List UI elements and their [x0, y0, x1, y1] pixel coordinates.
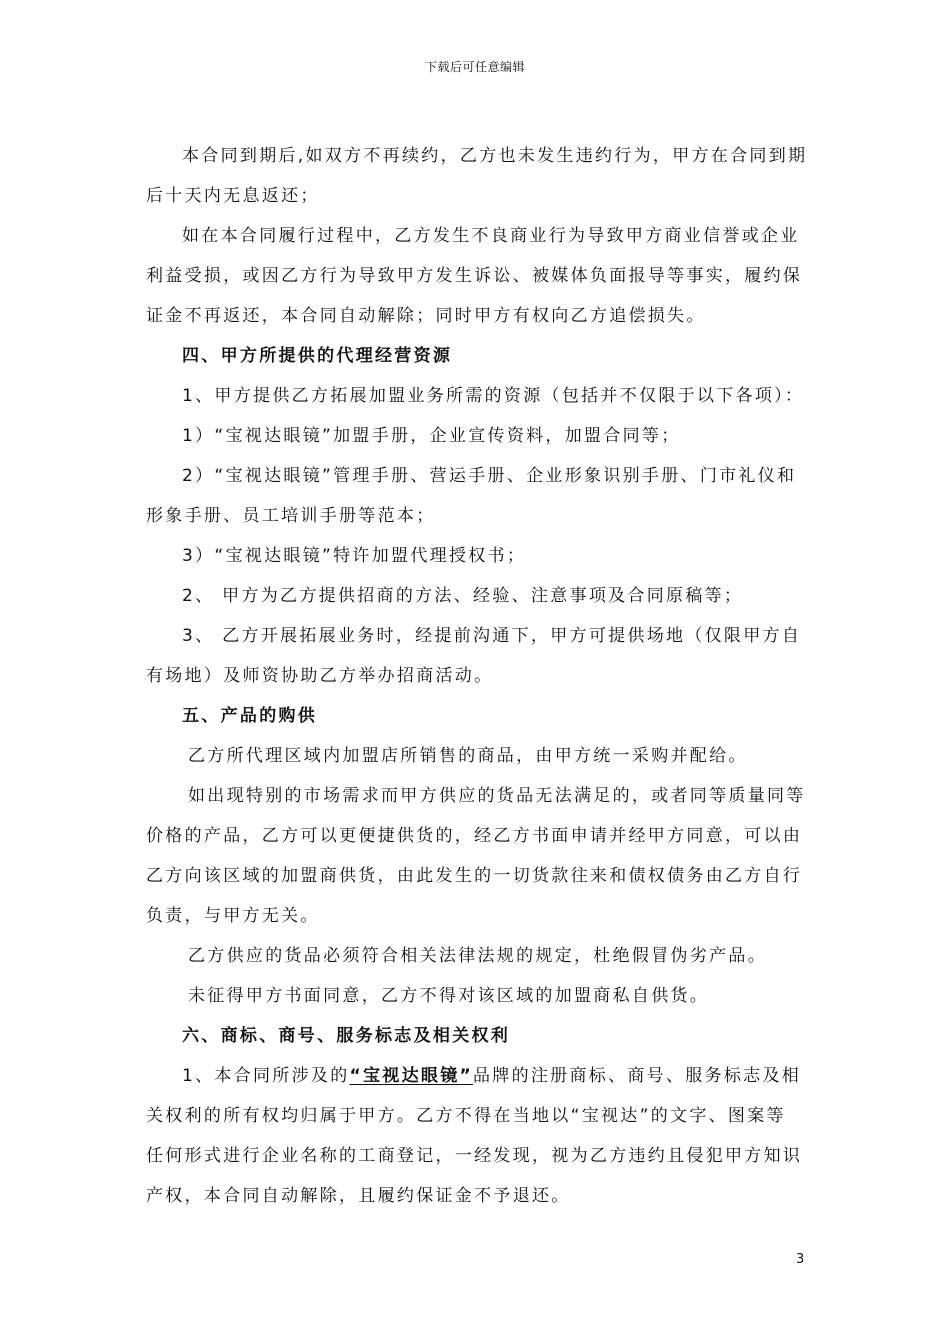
- page-number: 3: [796, 1252, 805, 1267]
- paragraph-line: 价格的产品，乙方可以更便捷供货的，经乙方书面申请并经甲方同意，可以由: [146, 826, 803, 846]
- document-body: [146, 136, 806, 1216]
- paragraph-line: 证金不再返还，本合同自动解除；同时甲方有权向乙方追偿损失。: [146, 306, 706, 326]
- paragraph-line: 如出现特别的市场需求而甲方供应的货品无法满足的，或者同等质量同等: [188, 786, 806, 806]
- paragraph-line: 乙方向该区域的加盟商供货，由此发生的一切货款往来和债权债务由乙方自行: [146, 866, 803, 886]
- paragraph-line: 产权，本合同自动解除，且履约保证金不予退还。: [146, 1186, 571, 1206]
- section-heading-6: 六、商标、商号、服务标志及相关权利: [182, 1026, 511, 1046]
- section-heading-4: 四、甲方所提供的代理经营资源: [182, 346, 453, 366]
- list-item: 2、 甲方为乙方提供招商的方法、经验、注意事项及合同原稿等；: [182, 586, 744, 606]
- paragraph-line: 乙方供应的货品必须符合相关法律法规的规定，杜绝假冒伪劣产品。: [188, 946, 767, 966]
- paragraph-line: 利益受损，或因乙方行为导致甲方发生诉讼、被媒体负面报导等事实，履约保: [146, 266, 803, 286]
- paragraph-line: [146, 1056, 806, 1096]
- paragraph-line: 任何形式进行企业名称的工商登记，一经发现，视为乙方违约且侵犯甲方知识: [146, 1146, 803, 1166]
- paragraph-line: 有场地）及师资协助乙方举办招商活动。: [146, 666, 494, 686]
- paragraph-line: 关权利的所有权均归属于甲方。乙方不得在当地以“宝视达”的文字、图案等: [146, 1106, 786, 1126]
- paragraph-line: 后十天内无息返还；: [146, 186, 320, 206]
- text-span: 1、本合同所涉及的: [182, 1066, 350, 1086]
- paragraph-line: 未征得甲方书面同意，乙方不得对该区域的加盟商私自供货。: [188, 986, 710, 1006]
- list-item: 1）“宝视达眼镜”加盟手册，企业宣传资料，加盟合同等；: [182, 426, 681, 446]
- paragraph-line: 1、甲方提供乙方拓展加盟业务所需的资源（包括并不仅限于以下各项）：: [182, 386, 805, 406]
- section-heading-5: 五、产品的购供: [182, 706, 318, 726]
- brand-name: “宝视达眼镜”: [349, 1066, 473, 1086]
- list-item: 3）“宝视达眼镜”特许加盟代理授权书；: [182, 546, 527, 566]
- paragraph-line: 负责，与甲方无关。: [146, 906, 320, 926]
- paragraph-line: 如在本合同履行过程中，乙方发生不良商业行为导致甲方商业信誉或企业: [182, 226, 800, 246]
- paragraph-line: 本合同到期后,如双方不再续约，乙方也未发生违约行为，甲方在合同到期: [182, 146, 808, 166]
- header-note: 下载后可任意编辑: [424, 60, 525, 74]
- paragraph-line: 乙方所代理区域内加盟店所销售的商品，由甲方统一采购并配给。: [188, 746, 748, 766]
- list-item: 3、 乙方开展拓展业务时，经提前沟通下，甲方可提供场地（仅限甲方自: [182, 626, 802, 646]
- text-span: 品牌的注册商标、商号、服务标志及相: [472, 1066, 802, 1086]
- paragraph-line: 形象手册、员工培训手册等范本；: [146, 506, 436, 526]
- list-item: 2）“宝视达眼镜”管理手册、营运手册、企业形象识别手册、门市礼仪和: [182, 466, 797, 486]
